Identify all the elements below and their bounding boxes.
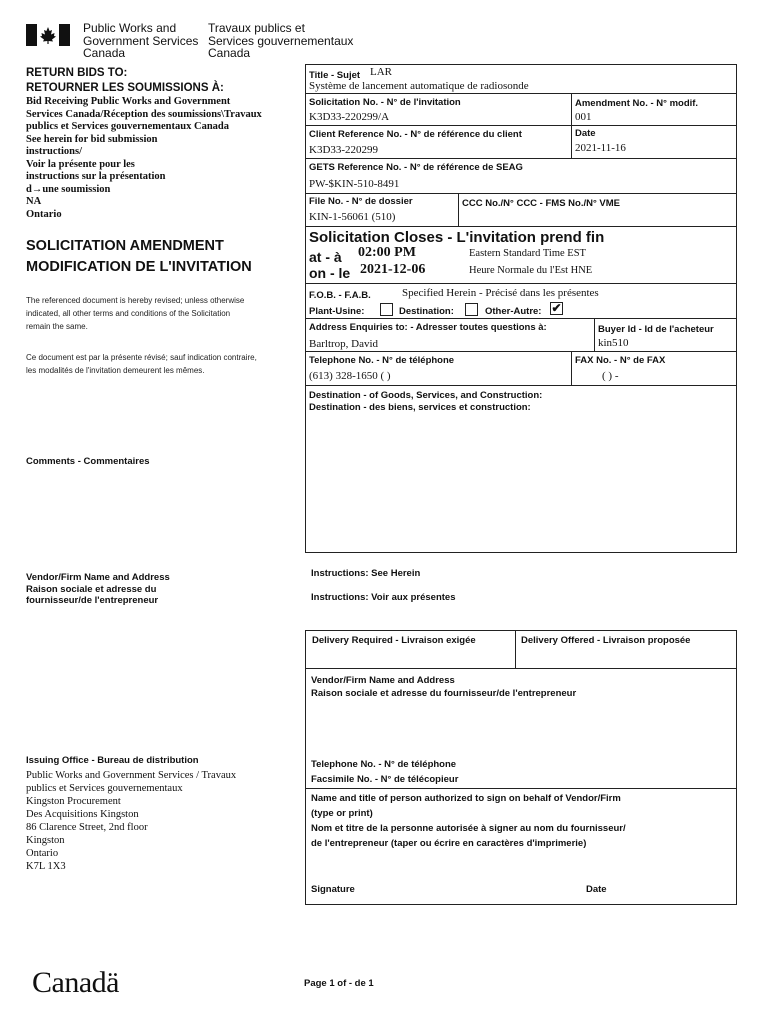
revised-notice-fr: Ce document est par la présente révisé; sauf indication contraire, les modalités de l'invitation demeurent les mêmes.: [26, 353, 257, 375]
instructions-en: Instructions: See Herein: [311, 568, 421, 579]
vendor-telephone-label: Telephone No. - N° de téléphone: [311, 759, 457, 770]
amendment-no-value: 001: [575, 111, 592, 123]
closing-date-value: 2021-12-06: [360, 262, 426, 277]
instructions-fr: Instructions: Voir aux présentes: [311, 592, 456, 603]
vendor-label-left: Vendor/Firm Name and Address Raison sociale et adresse du fournisseur/de l'entrepreneur: [26, 572, 170, 606]
gets-ref-value: PW-$KIN-510-8491: [309, 178, 400, 190]
telephone-label: Telephone No. - N° de téléphone: [309, 355, 455, 366]
ccc-no-label: CCC No./N° CCC - FMS No./N° VME: [462, 198, 621, 209]
client-ref-value: K3D33-220299: [309, 144, 379, 156]
date-label: Date: [575, 128, 596, 139]
issuing-office-label: Issuing Office - Bureau de distribution: [26, 755, 199, 766]
return-bids-heading: RETURN BIDS TO: RETOURNER LES SOUMISSIONS À:: [26, 67, 224, 94]
plant-checkbox[interactable]: [380, 303, 393, 316]
comments-label: Comments - Commentaires: [26, 456, 150, 467]
delivery-required-label: Delivery Required - Livraison exigée: [312, 635, 476, 646]
buyer-id-value: kin510: [598, 337, 629, 349]
on-label: on - le: [309, 265, 351, 281]
enquiries-label: Address Enquiries to: - Adresser toutes questions à:: [309, 322, 547, 333]
canada-flag-logo: [26, 24, 70, 46]
at-label: at - à: [309, 249, 342, 265]
enquiries-value: Barltrop, David: [309, 338, 379, 350]
authorized-person-label: Name and title of person authorized to sign on behalf of Vendor/Firm (type or print) Nom et titre de la personne autorisée à signer au nom du fournisseur/ de l'entrepreneur (taper ou écrire en caractères d'imprimerie): [311, 793, 626, 849]
destination-goods-label: Destination - of Goods, Services, and Construction: Destination - des biens, services et construction:: [309, 390, 543, 413]
solicitation-no-value: K3D33-220299/A: [309, 111, 390, 123]
title-value-fr: Système de lancement automatique de radiosonde: [309, 80, 529, 92]
fax-value: ( ) -: [602, 370, 619, 382]
page-number: Page 1 of - de 1: [304, 978, 374, 989]
client-ref-label: Client Reference No. - N° de référence du client: [309, 129, 522, 140]
plant-label: Plant-Usine:: [309, 306, 365, 317]
amendment-no-label: Amendment No. - N° modif.: [575, 98, 699, 109]
telephone-value: (613) 328-1650 ( ): [309, 370, 391, 382]
solicitation-no-label: Solicitation No. - N° de l'invitation: [309, 97, 461, 108]
vendor-facsimile-label: Facsimile No. - N° de télécopieur: [311, 774, 459, 785]
other-checkbox[interactable]: ✔: [551, 301, 562, 315]
signature-label: Signature: [311, 884, 355, 895]
fob-label: F.O.B. - F.A.B.: [309, 290, 371, 301]
timezone-fr: Heure Normale du l'Est HNE: [469, 265, 593, 276]
gets-ref-label: GETS Reference No. - N° de référence de SEAG: [309, 162, 523, 173]
other-label: Other-Autre:: [485, 306, 542, 317]
vendor-name-label: Vendor/Firm Name and Address Raison sociale et adresse du fournisseur/de l'entrepreneur: [311, 675, 577, 699]
signature-date-label: Date: [586, 884, 607, 895]
closing-time-value: 02:00 PM: [358, 245, 416, 260]
revised-notice-en: The referenced document is hereby revised; unless otherwise indicated, all other terms and conditions of the Solicitation remain the same.: [26, 296, 245, 331]
return-address: Bid Receiving Public Works and Government Services Canada/Réception des soumissions\Travaux publics et Services gouvernementaux Canada See herein for bid submission instructions/ Voir la présente pour les instructions sur la présentation d→une soumission NA Ontario: [26, 96, 262, 220]
file-no-value: KIN-1-56061 (510): [309, 211, 396, 223]
fax-label: FAX No. - N° de FAX: [575, 355, 666, 366]
title-label: Title - Sujet: [309, 70, 361, 81]
title-value: LAR: [370, 66, 392, 78]
issuing-office-address: Public Works and Government Services / Travaux publics et Services gouvernementaux Kingston Procurement Des Acquisitions Kingston 86 Clarence Street, 2nd floor Kingston Ontario K7L 1X3: [26, 770, 237, 872]
destination-label: Destination:: [399, 306, 454, 317]
buyer-id-label: Buyer Id - Id de l'acheteur: [598, 324, 714, 335]
delivery-offered-label: Delivery Offered - Livraison proposée: [521, 635, 691, 646]
file-no-label: File No. - N° de dossier: [309, 196, 413, 207]
destination-checkbox[interactable]: [465, 303, 478, 316]
amendment-title: SOLICITATION AMENDMENT MODIFICATION DE L'INVITATION: [26, 238, 252, 275]
timezone-en: Eastern Standard Time EST: [469, 248, 586, 259]
fob-value: Specified Herein - Précisé dans les présentes: [402, 287, 599, 299]
dept-name-fr: Travaux publics et Services gouvernementaux Canada: [208, 21, 354, 60]
date-value: 2021-11-16: [575, 142, 626, 154]
dept-name-en: Public Works and Government Services Canada: [83, 21, 199, 60]
canada-wordmark: Canadä: [32, 966, 119, 999]
solicitation-closes-label: Solicitation Closes - L'invitation prend fin: [309, 229, 605, 246]
